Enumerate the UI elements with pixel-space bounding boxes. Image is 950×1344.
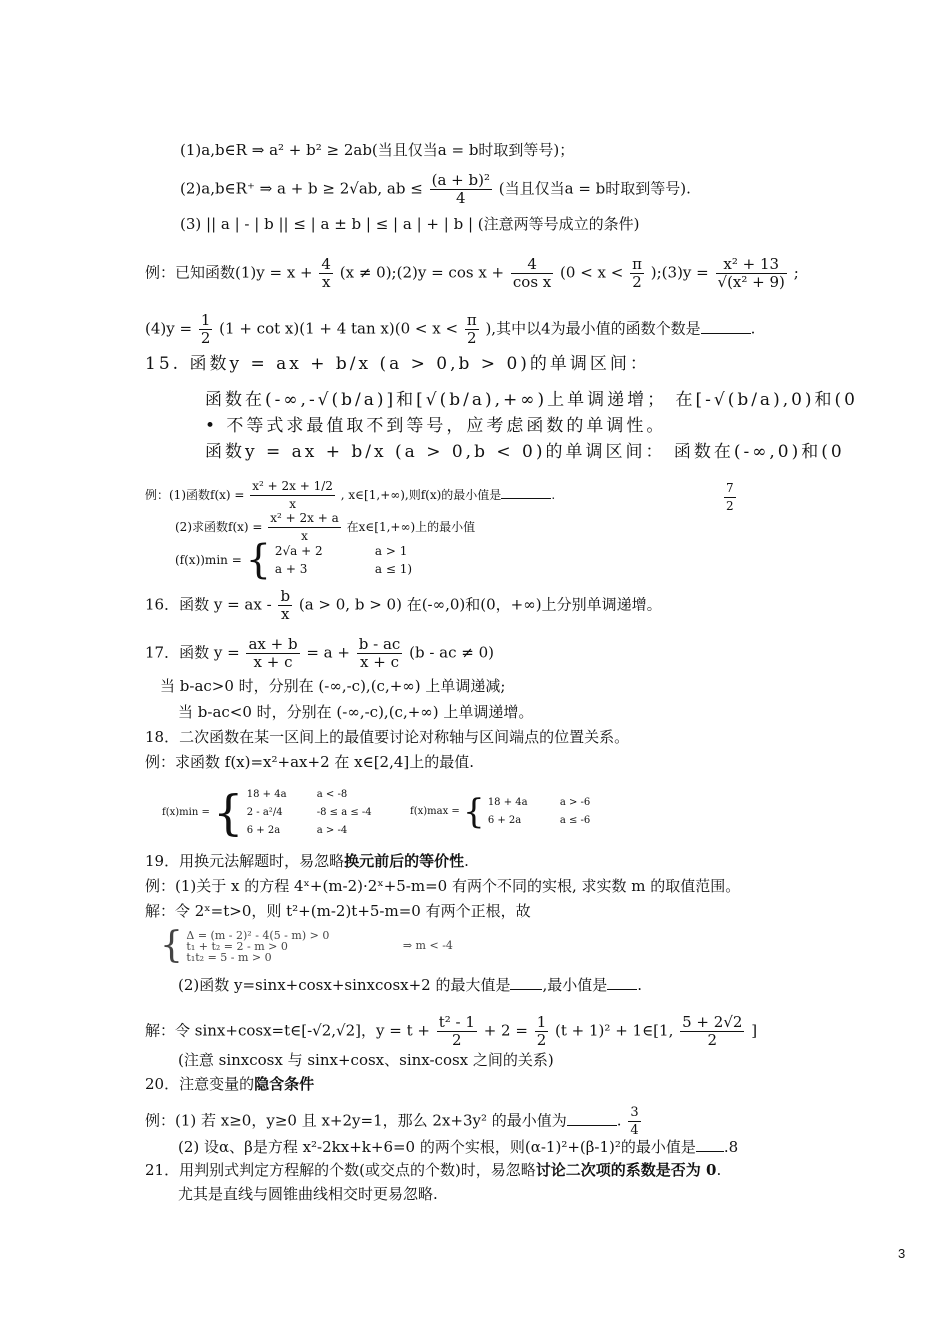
numerator: 7 [726,481,734,495]
numerator: b - ac [358,635,401,653]
text: (1 + cot x)(1 + 4 tan x)(0 < x < [219,319,459,338]
case-condition: a ≤ -6 [559,815,591,826]
case-value: 2√a + 2 [274,544,323,558]
text: 20．注意变量的 [145,1075,255,1093]
numerator: 4 [527,255,537,273]
denominator: x + c [357,653,403,671]
case-condition: a < -8 [316,789,348,800]
fraction [199,312,213,347]
emphasis: 隐含条件 [254,1075,315,1093]
section-15-line-2: 函数在(-∞,-√(b/a)]和[√(b/a),+∞)上单调递增； 在[-√(b/a),0)和(0 [205,390,858,410]
numerator: x² + 2x + a [270,511,339,525]
section-19-q2 [178,975,642,995]
case-value: 2 - a²/4 [246,807,283,818]
left-brace: { [160,925,183,966]
numerator: b [280,587,291,605]
system-result: ⇒ m < -4 [402,939,453,952]
text: (x ≠ 0);(2)y = cos x + [339,263,505,282]
example-15-q1 [145,478,555,513]
case-value: a + 3 [274,562,308,576]
example-1-line-2 [145,312,755,347]
text: ] [751,1021,758,1040]
denominator: 2 [726,499,734,513]
numerator: 3 [630,1105,639,1120]
text: 19．用换元法解题时，易忽略 [145,852,345,870]
fraction [430,172,492,207]
system-row: t₁ + t₂ = 2 - m > 0 [186,939,288,953]
case-value: 18 + 4a [487,797,528,808]
text: (0 < x < [560,263,624,282]
text: . [716,1161,722,1179]
system-row: t₁t₂ = 5 - m > 0 [186,950,272,964]
section-18-min [162,786,372,840]
section-16 [145,588,662,623]
numerator: 5 + 2√2 [682,1013,743,1031]
case-condition: a ≤ 1) [374,562,413,576]
text: (2)求函数f(x) = [175,520,263,534]
case-value: 6 + 2a [487,815,522,826]
text: (4)y = [145,319,193,338]
section-15-line-3: • 不等式求最值取不到等号，应考虑函数的单调性。 [205,416,667,436]
section-17-line-3: 当 b-ac<0 时，分别在 (-∞,-c),(c,+∞) 上单调递增。 [178,703,534,721]
fraction [437,1014,477,1049]
cases [247,786,372,840]
section-18-heading: 18．二次函数在某一区间上的最值要讨论对称轴与区间端点的位置关系。 [145,728,630,746]
denominator: x [268,527,341,545]
text: 21．用判别式判定方程解的个数(或交点的个数)时，易忽略 [145,1161,536,1179]
answer-blank [696,1151,724,1152]
numerator: x² + 13 [723,255,780,273]
cases [186,930,329,963]
cases [488,794,590,830]
text: (t + 1)² + 1∈[1, [555,1021,674,1040]
answer-blank [501,498,551,499]
numerator: x² + 2x + 1/2 [252,479,333,493]
fraction [511,256,553,291]
answer-blank [510,989,542,990]
fraction [680,1014,744,1049]
section-15-line-4: 函数y = ax + b/x (a > 0,b < 0)的单调区间： 函数在(-∞,0)和(0 [205,442,845,462]
text: , x∈[1,+∞),则f(x)的最小值是 [340,488,502,502]
section-20-heading [145,1074,314,1094]
left-brace: { [245,537,272,583]
cases [275,542,412,578]
denominator: 4 [430,189,492,207]
text: 例：(1) 若 x≥0，y≥0 且 x+2y=1，那么 2x+3y² 的最小值为 [145,1111,567,1130]
example-15-result [175,537,413,583]
section-18-example: 例：求函数 f(x)=x²+ax+2 在 x∈[2,4]上的最值. [145,753,475,771]
text: .8 [723,1138,739,1156]
case-condition: a > 1 [374,544,408,558]
numerator: t² - 1 [438,1013,475,1031]
denominator: cos x [512,273,552,291]
answer-blank [567,1125,617,1126]
example-1-line-1 [145,256,799,291]
case-condition: -8 ≤ a ≤ -4 [316,807,372,818]
numerator: (a + b)² [431,171,490,189]
numerator: 1 [200,311,211,329]
text: 例：已知函数(1)y = x + [145,263,313,282]
text: 解：令 sinx+cosx=t∈[-√2,√2]，y = t + [145,1021,430,1040]
numerator: 1 [536,1013,547,1031]
text: ),其中以4为最小值的函数个数是 [485,319,701,338]
text: . [637,976,643,994]
inequality-2 [180,172,691,207]
fraction [465,312,479,347]
numerator: 4 [321,255,331,273]
numerator: ax + b [248,635,298,653]
case-condition: a > -4 [316,825,348,836]
section-19-solution-2 [145,1014,757,1049]
section-21-line-2: 尤其是直线与圆锥曲线相交时更易忽略. [178,1185,438,1203]
denominator: 2 [680,1031,744,1049]
denominator: 2 [465,329,479,347]
text: + 2 = [483,1021,528,1040]
case-value: 6 + 2a [246,825,281,836]
denominator: 4 [630,1123,639,1138]
fraction [716,256,787,291]
inequality-3: (3) || a | - | b || ≤ | a ± b | ≤ | a | + | b | (注意两等号成立的条件) [180,215,640,233]
section-15-heading: 15. 函数y = ax + b/x (a > 0,b > 0)的单调区间： [145,354,650,374]
denominator: x [250,495,335,513]
section-19-system [160,925,453,966]
text: = a + [306,643,350,662]
fraction [250,478,335,513]
text: ,最小值是 [542,976,608,994]
fraction [535,1014,549,1049]
page-number: 3 [898,1246,906,1261]
denominator: 2 [437,1031,477,1049]
text: );(3)y = [650,263,709,282]
fraction [278,588,292,623]
denominator: 2 [536,1031,547,1049]
fraction [319,256,333,291]
answer-blank [607,989,637,990]
text: 17．函数 y = [145,643,240,662]
section-17 [145,636,494,671]
case-condition: a > -6 [559,797,591,808]
left-brace: { [213,785,244,841]
answer-blank [701,333,751,334]
denominator: x [319,273,333,291]
denominator: x [278,605,292,623]
section-21-line-1 [145,1160,721,1180]
fraction [724,480,736,515]
section-19-note: (注意 sinxcosx 与 sinx+cosx、sinx-cosx 之间的关系) [178,1051,554,1069]
numerator: π [632,255,642,273]
emphasis: 换元前后的等价性 [344,852,465,870]
text: (2) 设α、β是方程 x²-2kx+k+6=0 的两个实根，则(α-1)²+(β-1)²的最小值是 [178,1138,696,1156]
denominator: 2 [200,329,211,347]
inequality-2-note: (当且仅当a = b时取到等号). [498,179,691,198]
denominator: √(x² + 9) [717,273,785,291]
fraction [246,636,299,671]
text: 16．函数 y = ax - [145,595,272,614]
section-19-example: 例：(1)关于 x 的方程 4ˣ+(m-2)·2ˣ+5-m=0 有两个不同的实根, 求实数 m 的取值范围。 [145,877,741,895]
left-brace: { [462,792,485,832]
text: . [616,1111,622,1130]
text: (2)函数 y=sinx+cosx+sinxcosx+2 的最大值是 [178,976,511,994]
text: . [464,852,469,870]
text: 在x∈[1,+∞)上的最小值 [346,520,476,534]
text: 例：(1)函数f(x) = [145,488,245,502]
section-19-heading [145,851,469,871]
section-19-solution: 解：令 2ˣ=t>0，则 t²+(m-2)t+5-m=0 有两个正根，故 [145,902,531,920]
example-15-answer [722,480,738,515]
fraction [628,1104,640,1139]
text: . [750,319,756,338]
inequality-2-lhs: (2)a,b∈R⁺ ⇒ a + b ≥ 2√ab, ab ≤ [180,179,423,198]
text: (f(x))min = [175,553,242,567]
text: ; [793,263,799,282]
section-20-example-1 [145,1104,643,1139]
fraction [630,256,644,291]
section-20-example-2 [178,1137,738,1157]
numerator: π [466,311,477,329]
system-row: Δ = (m - 2)² - 4(5 - m) > 0 [186,928,330,942]
text: f(x)min = [162,807,210,818]
section-17-line-2: 当 b-ac>0 时，分别在 (-∞,-c),(c,+∞) 上单调递减; [160,677,506,695]
fraction [357,636,403,671]
section-18-max [410,794,590,830]
text: f(x)max = [410,806,460,817]
text: . [551,488,556,502]
emphasis: 讨论二次项的系数是否为 0 [535,1161,717,1179]
denominator: 2 [630,273,644,291]
text: (b - ac ≠ 0) [409,643,494,662]
case-value: 18 + 4a [246,789,287,800]
inequality-1: (1)a,b∈R ⇒ a² + b² ≥ 2ab(当且仅当a = b时取到等号)； [180,141,575,159]
denominator: x + c [246,653,299,671]
text: (a > 0, b > 0) 在(-∞,0)和(0，+∞)上分别单调递增。 [298,595,662,614]
